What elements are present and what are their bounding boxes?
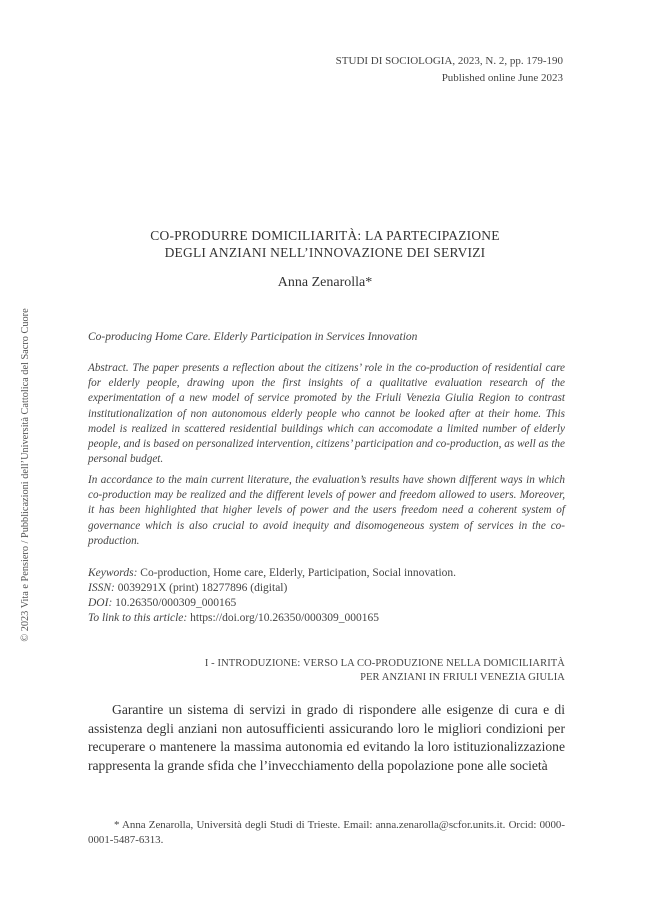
paper-title-line-2: DEGLI ANZIANI NELL’INNOVAZIONE DEI SERVIZI	[164, 245, 486, 260]
abstract-paragraph-1: Abstract. The paper presents a reflection about the citizens’ role in the co-production of residential care for elderly people, drawing upon the first insights of a qualitative evaluation research of the experimentation of a new model of service promoted by the Friuli Venezia Giulia Region to contrast institutionalization of non autonomous elderly people who cannot be looked after at their home. This model is realized in scattered residential buildings which can accomodate a limited number of elderly people, and is based on personalized intervention, citizens’ participation and co-production, as well as the personal budget.	[88, 362, 565, 466]
keywords-value: Co-production, Home care, Elderly, Participation, Social innovation.	[140, 567, 457, 579]
english-title: Co-producing Home Care. Elderly Participation in Services Innovation	[88, 331, 418, 343]
issn-value: 0039291X (print) 18277896 (digital)	[117, 582, 288, 594]
doi-label: DOI:	[88, 597, 113, 609]
section-heading-line-1: I - INTRODUZIONE: VERSO LA CO-PRODUZIONE NELLA DOMICILIARITÀ	[204, 658, 565, 669]
doi-line	[88, 597, 236, 609]
published-date: Published online June 2023	[441, 72, 563, 84]
side-copyright-notice: © 2023 Vita e Pensiero / Pubblicazioni dell’Università Cattolica del Sacro Cuore	[20, 308, 31, 642]
author-footnote: * Anna Zenarolla, Università degli Studi di Trieste. Email: anna.zenarolla@scfor.units.it. Orcid: 0000-0001-5487-6313.	[88, 819, 565, 846]
section-heading-line-2: PER ANZIANI IN FRIULI VENEZIA GIULIA	[360, 672, 565, 683]
article-link[interactable]: https://doi.org/10.26350/000309_000165	[190, 612, 380, 624]
article-link-line	[88, 612, 379, 624]
journal-reference: STUDI DI SOCIOLOGIA, 2023, N. 2, pp. 179-190	[335, 55, 563, 67]
article-link-label: To link to this article:	[88, 612, 188, 624]
author-name: Anna Zenarolla*	[277, 275, 373, 290]
issn-line	[88, 582, 287, 594]
issn-label: ISSN:	[88, 582, 115, 594]
body-paragraph: Garantire un sistema di servizi in grado di rispondere alle esigenze di cura e di assistenza degli anziani non autosufficienti assicurando loro le migliori condizioni per recuperare o mantenere la massima autonomia ed evitando la loro istituzionalizzazione rappresenta la grande sfida che l’invecchiamento della popolazione pone alle società	[88, 702, 565, 773]
keywords-label: Keywords:	[88, 567, 138, 579]
paper-title-line-1: CO-PRODURRE DOMICILIARITÀ: LA PARTECIPAZIONE	[150, 228, 500, 243]
abstract-paragraph-2: In accordance to the main current literature, the evaluation’s results have shown different ways in which co-production may be realized and the different levels of power and freedom allowed to users. Moreover, it has been highlighted that higher levels of power and the users freedom need a coherent system of governance which is also crucial to avoid inequity and disomogeneous system of services in the co-production.	[88, 474, 565, 547]
doi-value: 10.26350/000309_000165	[115, 597, 237, 609]
keywords-line	[88, 567, 456, 579]
